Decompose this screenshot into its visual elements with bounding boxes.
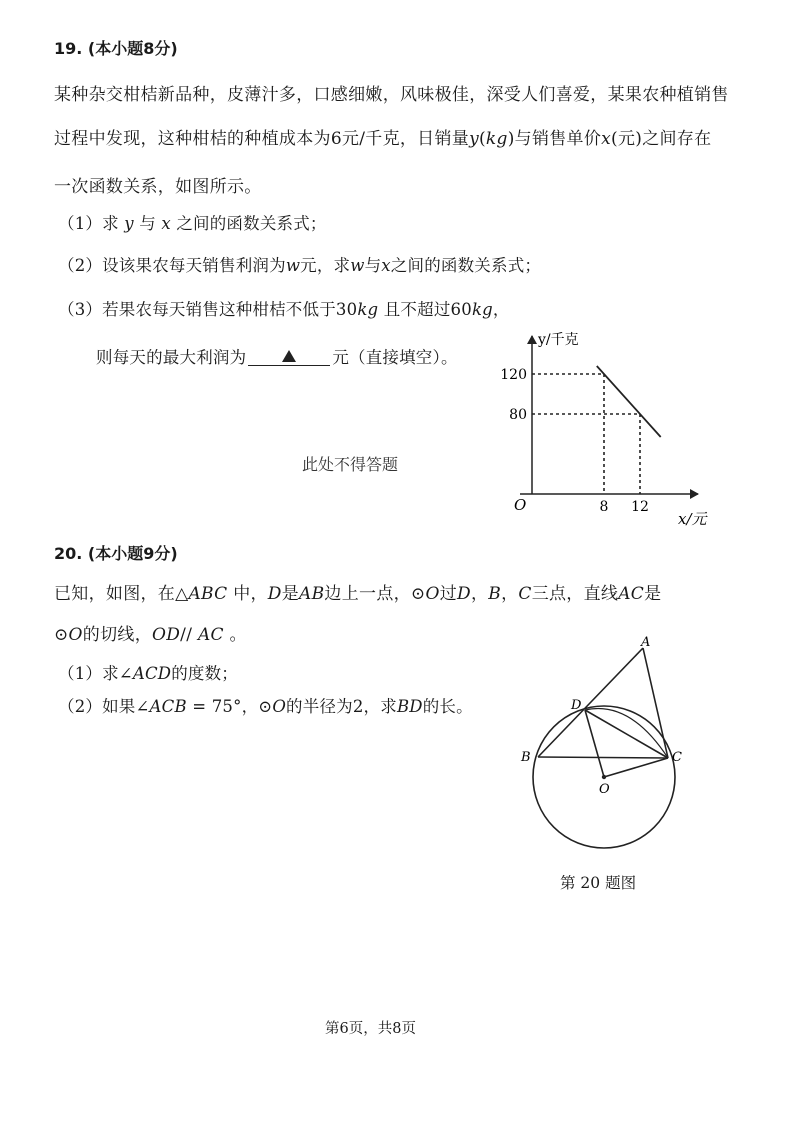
center-point-o: [602, 775, 606, 779]
q20-sub2: （2）如果∠ACB = 75°，⊙O的半径为2，求BD的长。: [58, 697, 473, 716]
x-axis-label: x/元: [678, 510, 707, 528]
answer-blank[interactable]: [248, 346, 330, 366]
y-axis-label: y/千克: [538, 332, 579, 348]
x-tick-8: 8: [599, 499, 609, 515]
q19-sub1: （1）求 y 与 x 之间的函数关系式；: [58, 214, 327, 233]
q19-para-line2: 过程中发现，这种柑桔的种植成本为6元/千克，日销量y(kg)与销售单价x(元)之间存在: [54, 129, 712, 149]
triangle-marker-icon: [282, 350, 296, 362]
label-a: A: [641, 635, 651, 650]
q20-line1: 已知，如图，在△ABC 中，D是AB边上一点，⊙O过D，B，C三点，直线AC是: [54, 584, 662, 604]
q20-circle-figure: [510, 630, 710, 880]
y-tick-120: 120: [500, 367, 527, 383]
label-d: D: [571, 698, 582, 713]
q20-line2: ⊙O的切线，OD// AC 。: [54, 625, 247, 645]
x-tick-12: 12: [631, 499, 649, 515]
q19-sub2: （2）设该果农每天销售利润为w元，求w与x之间的函数关系式；: [58, 256, 542, 275]
q20-heading: 20. (本小题9分): [54, 544, 178, 563]
origin-label: O: [514, 496, 527, 514]
segment-d-c: [585, 710, 668, 758]
no-answer-notice: 此处不得答题: [302, 455, 399, 474]
page-number: 第6页，共8页: [325, 1021, 416, 1037]
q19-para-line1: 某种杂交柑桔新品种，皮薄汁多，口感细嫩，风味极佳，深受人们喜爱，某果农种植销售: [54, 85, 729, 105]
q19-sub3: （3）若果农每天销售这种柑桔不低于30kg 且不超过60kg，: [58, 300, 510, 319]
segment-a-b: [538, 648, 643, 757]
segment-o-c: [604, 758, 668, 777]
label-b: B: [521, 750, 531, 765]
y-tick-80: 80: [509, 407, 527, 423]
q19-heading: 19. (本小题8分): [54, 39, 178, 58]
label-c: C: [672, 750, 682, 765]
q20-sub1: （1）求∠ACD的度数；: [58, 664, 239, 683]
q19-para-line3: 一次函数关系，如图所示。: [54, 177, 262, 197]
q19-function-graph: [480, 328, 730, 534]
q20-figure-caption: 第 20 题图: [560, 874, 637, 892]
segment-b-c: [538, 757, 668, 758]
q19-sub3-answer-line: 则每天的最大利润为 元（直接填空）。: [96, 348, 458, 367]
label-o: O: [599, 782, 610, 797]
function-line: [597, 366, 661, 437]
